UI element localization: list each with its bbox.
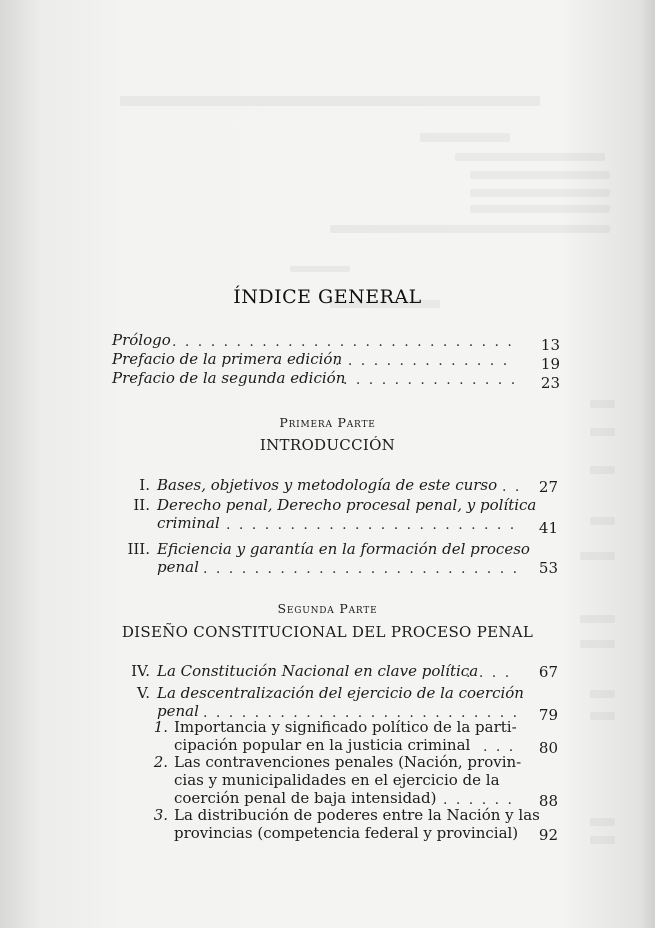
section-number: 3.: [153, 806, 168, 824]
dot-leader: [203, 561, 516, 577]
section-number: 1.: [153, 718, 168, 736]
dot-leader: [226, 517, 516, 533]
section-number: 2.: [153, 753, 168, 771]
toc-page-number: 13: [540, 336, 560, 354]
toc-entry-label: Prefacio de la primera edición: [112, 350, 343, 368]
chapter-title-continued: criminal: [157, 514, 220, 532]
dot-leader: [466, 665, 516, 681]
toc-page-number: 67: [538, 663, 558, 681]
toc-page-number: 23: [540, 374, 560, 392]
page-title: ÍNDICE GENERAL: [233, 286, 422, 308]
toc-entry-label: Prólogo: [112, 331, 171, 349]
section-title-continued: cipación popular en la justicia criminal: [174, 736, 471, 754]
part-label: Primera Parte: [279, 415, 376, 430]
chapter-number: IV.: [131, 662, 150, 680]
dot-leader: [335, 353, 516, 369]
chapter-title-continued: penal: [157, 558, 199, 576]
dot-leader: [502, 479, 518, 495]
toc-page-number: 19: [540, 355, 560, 373]
part-title: INTRODUCCIÓN: [259, 436, 396, 454]
section-title: Las contravenciones penales (Nación, provin-: [174, 753, 522, 771]
section-title: La distribución de poderes entre la Nación y las: [174, 806, 540, 824]
toc-page-number: 79: [538, 706, 558, 724]
dot-leader: [172, 334, 516, 350]
chapter-title: Eficiencia y garantía en la formación del proceso: [157, 540, 530, 558]
toc-page-number: 92: [538, 826, 558, 844]
toc-page-number: 41: [538, 519, 558, 537]
chapter-title-continued: penal: [157, 702, 199, 720]
section-title: Importancia y significado político de la parti-: [174, 718, 517, 736]
part-title: DISEÑO CONSTITUCIONAL DEL PROCESO PENAL: [121, 623, 534, 641]
toc-page-number: 27: [538, 478, 558, 496]
toc-page-number: 80: [538, 739, 558, 757]
section-title-continued: provincias (competencia federal y provincial): [174, 824, 519, 842]
section-title-continued: coerción penal de baja intensidad): [174, 789, 437, 807]
chapter-title: La Constitución Nacional en clave política: [157, 662, 479, 680]
section-title-continued: cias y municipalidades en el ejercicio de la: [174, 771, 500, 789]
chapter-number: III.: [127, 540, 150, 558]
dot-leader: [343, 372, 516, 388]
chapter-number: II.: [133, 496, 150, 514]
toc-page-number: 88: [538, 792, 558, 810]
chapter-title: La descentralización del ejercicio de la coerción: [157, 684, 524, 702]
part-label: Segunda Parte: [277, 601, 378, 616]
toc-page-number: 53: [538, 559, 558, 577]
chapter-number: I.: [139, 476, 150, 494]
chapter-title: Derecho penal, Derecho procesal penal, y política: [157, 496, 537, 514]
chapter-number: V.: [137, 684, 150, 702]
toc-entry-label: Prefacio de la segunda edición: [112, 369, 346, 387]
chapter-title: Bases, objetivos y metodología de este curso: [157, 476, 498, 494]
